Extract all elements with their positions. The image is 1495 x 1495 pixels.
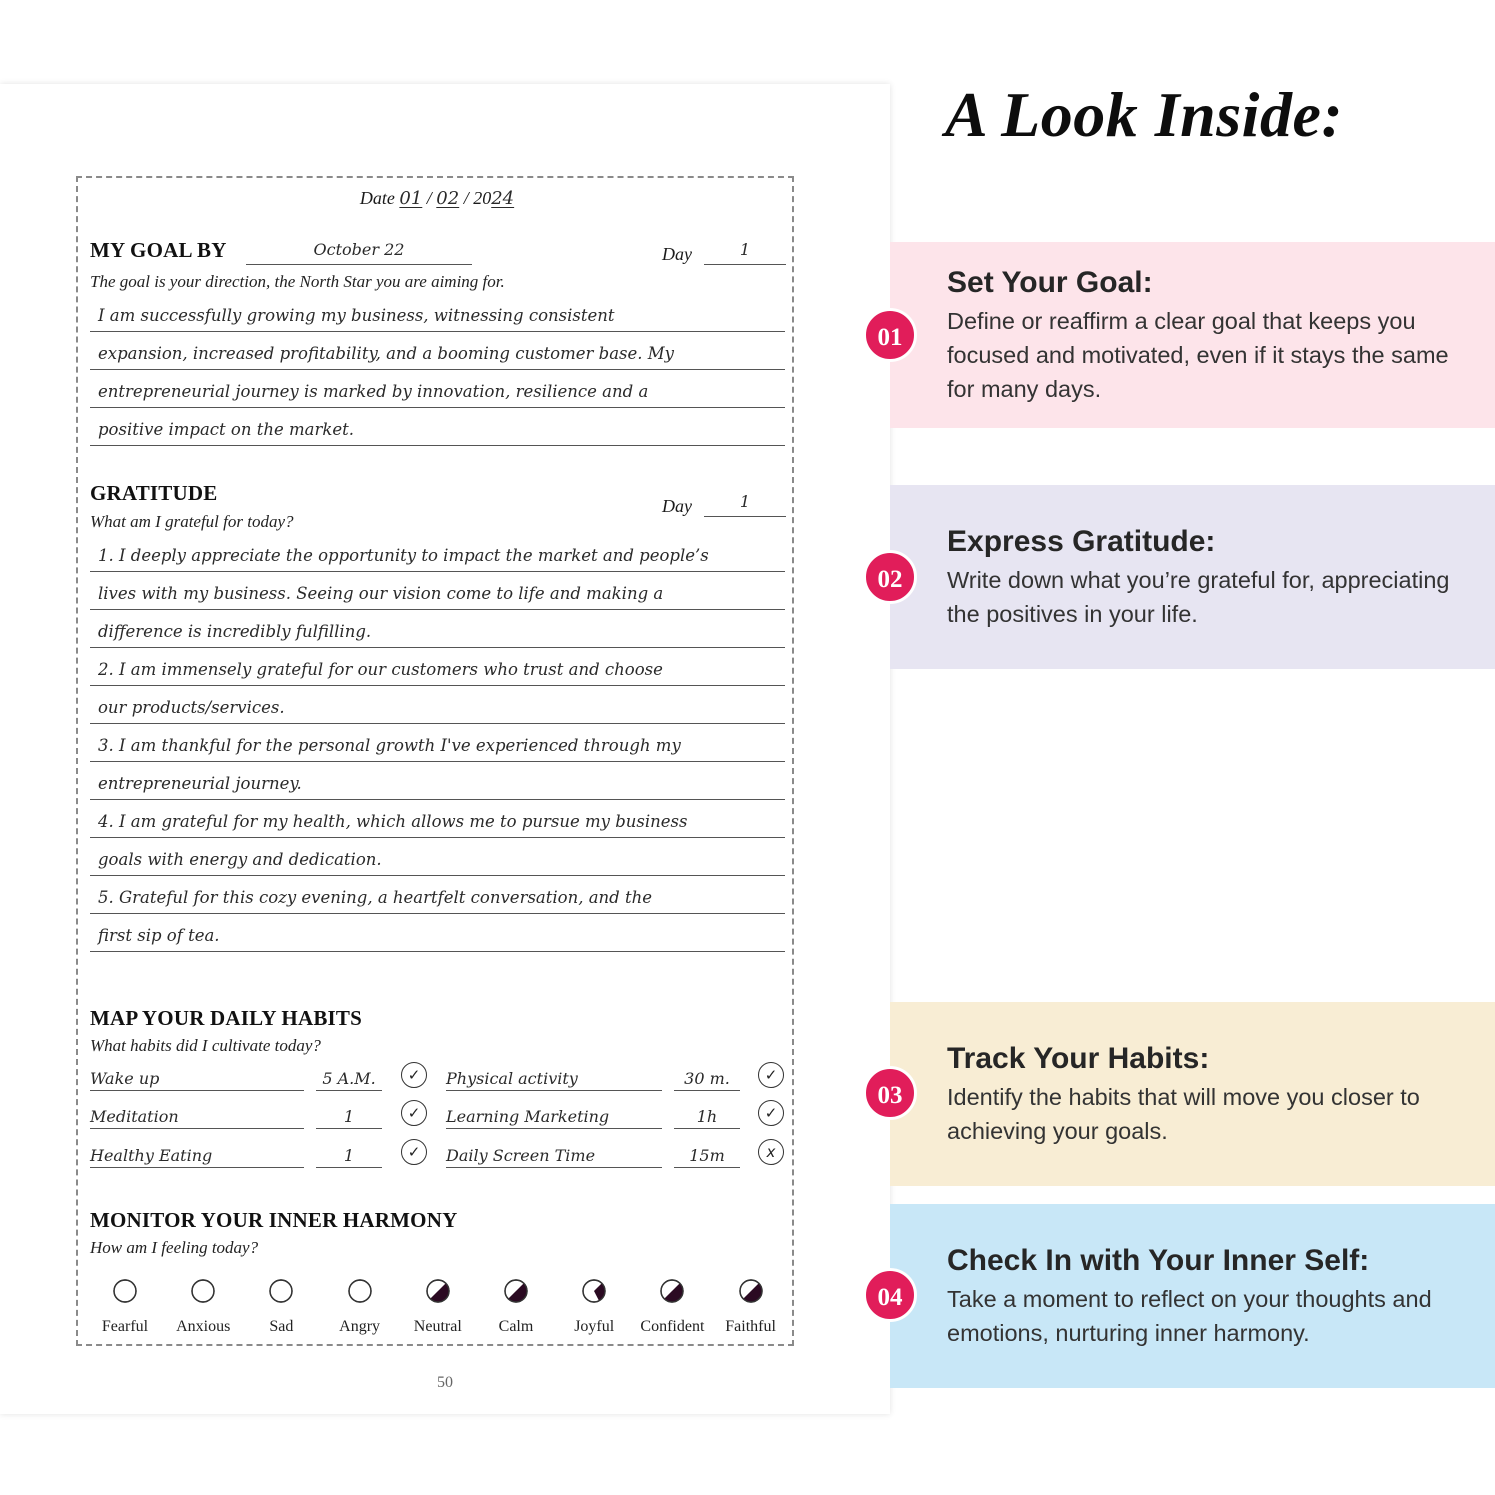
goal-date-field[interactable]: October 22: [246, 240, 472, 265]
date-sep: /: [426, 188, 432, 208]
date-label: Date: [359, 188, 395, 208]
gratitude-line[interactable]: entrepreneurial journey.: [90, 762, 785, 800]
mood-label: Joyful: [574, 1318, 615, 1335]
mood-label: Fearful: [101, 1318, 149, 1335]
mood-circle-icon[interactable]: [738, 1278, 764, 1304]
harmony-title: MONITOR YOUR INNER HARMONY: [90, 1208, 458, 1232]
date-row: [78, 188, 796, 209]
goal-day-field[interactable]: 1: [704, 240, 786, 265]
mood-label: Angry: [339, 1318, 381, 1335]
mood-label: Faithful: [725, 1318, 776, 1335]
goal-subtitle: The goal is your direction, the North Star you are aiming for.: [90, 272, 505, 291]
date-year-prefix: 20: [473, 188, 492, 208]
check-icon[interactable]: ✓: [401, 1062, 427, 1088]
feature-number-badge: 03: [863, 1066, 917, 1120]
gratitude-title: GRATITUDE: [90, 481, 218, 505]
feature-title: Track Your Habits:: [947, 1042, 1210, 1075]
date-day[interactable]: 01: [399, 188, 423, 209]
habit-name[interactable]: Wake up: [90, 1064, 304, 1091]
gratitude-line[interactable]: our products/services.: [90, 686, 785, 724]
gratitude-line[interactable]: 2. I am immensely grateful for our customers who trust and choose: [90, 648, 785, 686]
mood-calm[interactable]: [477, 1278, 555, 1336]
check-icon[interactable]: ✓: [401, 1100, 427, 1126]
habits-subtitle: What habits did I cultivate today?: [90, 1036, 321, 1055]
habit-value[interactable]: 1h: [674, 1102, 740, 1129]
gratitude-subtitle: What am I grateful for today?: [90, 512, 294, 531]
habit-value[interactable]: 30 m.: [674, 1064, 740, 1091]
gratitude-line[interactable]: lives with my business. Seeing our vision come to life and making a: [90, 572, 785, 610]
cross-icon[interactable]: x: [758, 1139, 784, 1165]
mood-circle-icon[interactable]: [112, 1278, 138, 1304]
feature-number-badge: 01: [863, 308, 917, 362]
mood-angry[interactable]: [321, 1278, 399, 1336]
feature-text: Take a moment to reflect on your thoughts and emotions, nurturing inner harmony.: [947, 1286, 1432, 1346]
habit-name[interactable]: Learning Marketing: [446, 1102, 662, 1129]
gratitude-line[interactable]: 3. I am thankful for the personal growth I've experienced through my: [90, 724, 785, 762]
headline: A Look Inside:: [945, 79, 1344, 150]
goal-title: MY GOAL BY: [90, 238, 227, 262]
feature-band-gratitude: [890, 485, 1495, 669]
mood-circle-icon[interactable]: [659, 1278, 685, 1304]
feature-number-badge: 04: [863, 1268, 917, 1322]
mood-sad[interactable]: [242, 1278, 320, 1336]
habit-name[interactable]: Physical activity: [446, 1064, 662, 1091]
habit-name[interactable]: Healthy Eating: [90, 1141, 304, 1168]
goal-line[interactable]: expansion, increased profitability, and a booming customer base. My: [90, 332, 785, 370]
feature-band-inner-self: [890, 1204, 1495, 1388]
habit-name[interactable]: Daily Screen Time: [446, 1141, 662, 1168]
date-sep: /: [463, 188, 469, 208]
mood-circle-icon[interactable]: [503, 1278, 529, 1304]
gratitude-lines[interactable]: [90, 534, 785, 952]
mood-circle-icon[interactable]: [347, 1278, 373, 1304]
date-year[interactable]: 24: [491, 188, 515, 209]
goal-line[interactable]: I am successfully growing my business, witnessing consistent: [90, 294, 785, 332]
journal-frame: [76, 176, 794, 1346]
habit-value[interactable]: 5 A.M.: [316, 1064, 382, 1091]
habit-value[interactable]: 1: [316, 1141, 382, 1168]
mood-confident[interactable]: [633, 1278, 711, 1336]
gratitude-line[interactable]: first sip of tea.: [90, 914, 785, 952]
feature-band-habits: [890, 1002, 1495, 1186]
habit-name[interactable]: Meditation: [90, 1102, 304, 1129]
mood-anxious[interactable]: [164, 1278, 242, 1336]
habits-title: MAP YOUR DAILY HABITS: [90, 1006, 362, 1030]
feature-text: Define or reaffirm a clear goal that keeps you focused and motivated, even if it stays the same for many days.: [947, 308, 1449, 402]
feature-text: Identify the habits that will move you closer to achieving your goals.: [947, 1084, 1420, 1144]
gratitude-day-field[interactable]: 1: [704, 492, 786, 517]
feature-title: Set Your Goal:: [947, 266, 1153, 299]
mood-label: Neutral: [413, 1318, 462, 1335]
mood-label: Anxious: [176, 1318, 231, 1335]
mood-label: Confident: [640, 1318, 705, 1335]
mood-neutral[interactable]: [399, 1278, 477, 1336]
page-number: 50: [437, 1374, 453, 1391]
mood-label: Calm: [498, 1318, 534, 1335]
check-icon[interactable]: ✓: [758, 1100, 784, 1126]
goal-day-label: Day: [662, 244, 692, 264]
goal-line[interactable]: positive impact on the market.: [90, 408, 785, 446]
gratitude-line[interactable]: 5. Grateful for this cozy evening, a heartfelt conversation, and the: [90, 876, 785, 914]
gratitude-line[interactable]: difference is incredibly fulfilling.: [90, 610, 785, 648]
gratitude-line[interactable]: 4. I am grateful for my health, which allows me to pursue my business: [90, 800, 785, 838]
mood-circle-icon[interactable]: [268, 1278, 294, 1304]
goal-lines[interactable]: [90, 294, 785, 446]
date-month[interactable]: 02: [436, 188, 460, 209]
goal-line[interactable]: entrepreneurial journey is marked by innovation, resilience and a: [90, 370, 785, 408]
mood-fearful[interactable]: [86, 1278, 164, 1336]
check-icon[interactable]: ✓: [401, 1139, 427, 1165]
harmony-subtitle: How am I feeling today?: [90, 1238, 259, 1257]
gratitude-line[interactable]: 1. I deeply appreciate the opportunity to impact the market and people’s: [90, 534, 785, 572]
habit-value[interactable]: 15m: [674, 1141, 740, 1168]
feature-text: Write down what you’re grateful for, appreciating the positives in your life.: [947, 567, 1450, 627]
feature-number-badge: 02: [863, 550, 917, 604]
feature-band-goal: [890, 242, 1495, 428]
gratitude-day-label: Day: [662, 496, 692, 516]
check-icon[interactable]: ✓: [758, 1062, 784, 1088]
mood-label: Sad: [269, 1318, 294, 1335]
mood-joyful[interactable]: [555, 1278, 633, 1336]
feature-title: Express Gratitude:: [947, 525, 1216, 558]
gratitude-line[interactable]: goals with energy and dedication.: [90, 838, 785, 876]
habit-value[interactable]: 1: [316, 1102, 382, 1129]
mood-faithful[interactable]: [712, 1278, 790, 1336]
feature-title: Check In with Your Inner Self:: [947, 1244, 1370, 1277]
mood-circle-icon[interactable]: [425, 1278, 451, 1304]
journal-page: [0, 84, 890, 1414]
mood-circle-icon[interactable]: [190, 1278, 216, 1304]
mood-circle-icon[interactable]: [581, 1278, 607, 1304]
